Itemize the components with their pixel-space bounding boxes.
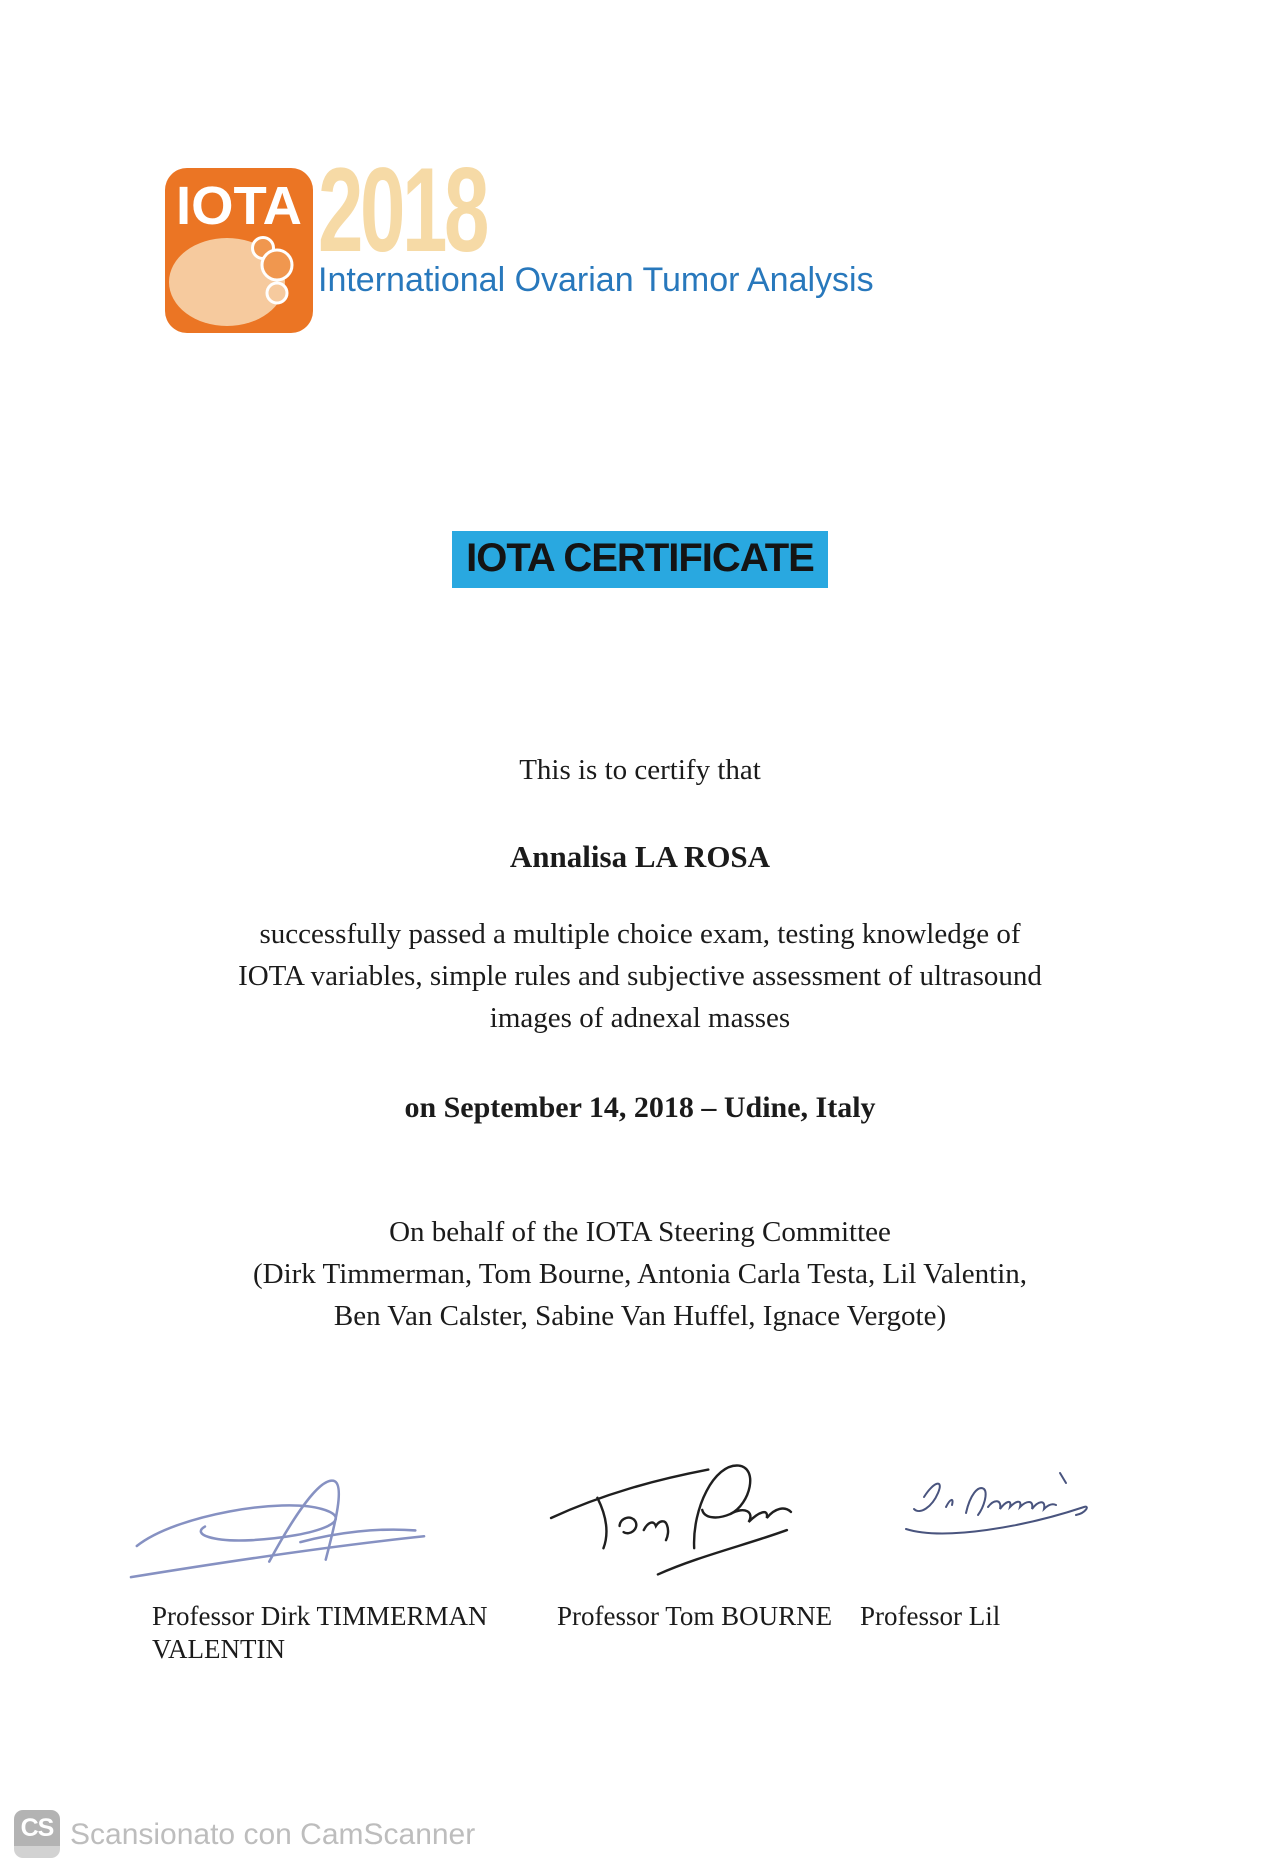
recipient-name: Annalisa LA ROSA [509, 839, 771, 874]
camscanner-badge-lip [14, 1846, 60, 1858]
title-row [0, 531, 1280, 588]
signature-stroke [551, 1470, 708, 1518]
signature-stroke [597, 1498, 606, 1548]
certificate-title: IOTA CERTIFICATE [452, 531, 828, 588]
statement-line: IOTA variables, simple rules and subjective assessment of ultrasound [238, 960, 1042, 992]
signature-stroke [906, 1507, 1087, 1534]
iota-logo-icon [165, 168, 313, 333]
signature-stroke [946, 1500, 953, 1507]
logo-subtitle: International Ovarian Tumor Analysis [318, 261, 874, 299]
signature-stroke [730, 1509, 790, 1522]
logo-year: 2018 [318, 143, 486, 277]
signatory-label-bourne: Professor Tom BOURNE [557, 1601, 833, 1631]
statement-line: images of adnexal masses [489, 1002, 791, 1034]
camscanner-badge-icon [14, 1810, 60, 1858]
signature-stroke [694, 1465, 750, 1548]
signatory-label-valentin-wrap: VALENTIN [152, 1634, 285, 1664]
iota-logo [0, 0, 1280, 340]
bourne-signature [545, 1455, 797, 1587]
committee-line: (Dirk Timmerman, Tom Bourne, Antonia Carla Testa, Lil Valentin, [252, 1258, 1028, 1290]
signatory-label-timmerman: Professor Dirk TIMMERMAN [152, 1601, 488, 1631]
signature-stroke [988, 1501, 1056, 1509]
signatory-label-lil: Professor Lil [860, 1601, 1001, 1631]
signature-stroke [658, 1530, 787, 1574]
logo-follicle-peach-icon [267, 283, 287, 303]
event-date-line: on September 14, 2018 – Udine, Italy [404, 1091, 876, 1124]
logo-iota-text: IOTA [176, 176, 302, 236]
logo-follicle-large-icon [262, 250, 292, 280]
committee-line: Ben Van Calster, Sabine Van Huffel, Ignace Vergote) [333, 1300, 947, 1332]
certify-line: This is to certify that [519, 754, 761, 786]
camscanner-watermark-text: Scansionato con CamScanner [70, 1818, 476, 1851]
committee-line: On behalf of the IOTA Steering Committee [389, 1216, 891, 1248]
signature-stroke [620, 1518, 637, 1534]
signature-stroke [1060, 1473, 1066, 1483]
camscanner-badge-letters: CS [14, 1810, 60, 1846]
signature-stroke [644, 1521, 668, 1540]
valentin-signature [893, 1463, 1105, 1555]
timmerman-signature [122, 1472, 434, 1584]
statement-line: successfully passed a multiple choice exam, testing knowledge of [259, 918, 1021, 950]
signature-stroke [269, 1481, 339, 1562]
signature-stroke [131, 1536, 424, 1577]
signature-stroke [914, 1484, 940, 1511]
signature-stroke [966, 1488, 986, 1515]
